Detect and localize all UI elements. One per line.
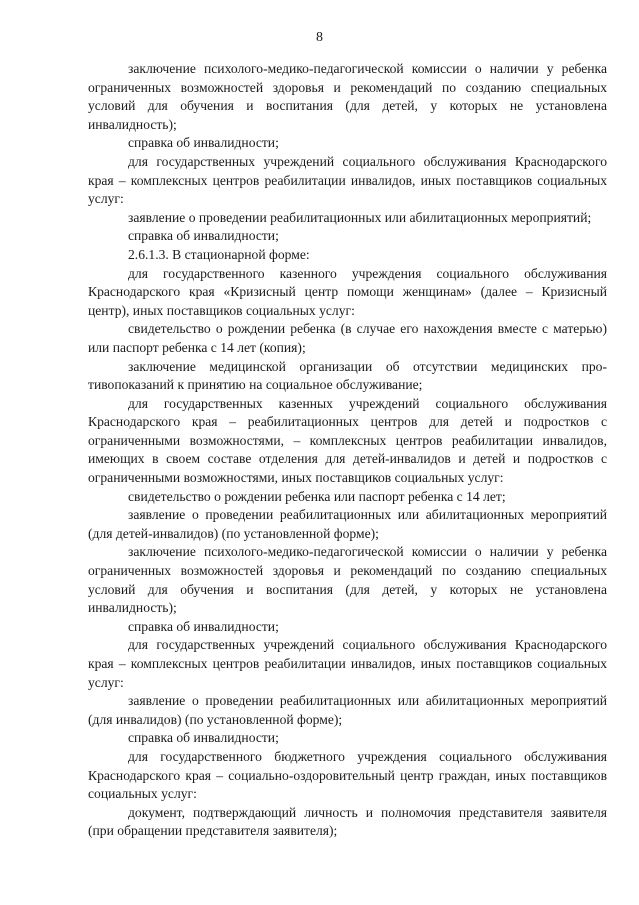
paragraph-6: 2.6.1.3. В стационарной форме: (128, 246, 310, 262)
paragraph-2: справка об инвалидности; (128, 135, 279, 151)
document-body (88, 60, 607, 841)
paragraph-19: документ, подтверждающий личность и полномочия представителя заявителя (при обращении представителя заявителя); (88, 804, 607, 839)
paragraph-4: заявление о проведении реабилитационных или абилитационных мероприятий; (128, 209, 592, 225)
page-number: 8 (316, 30, 323, 45)
paragraph-18: для государственного бюджетного учреждения социального обслуживания Краснодарского края – социально-оздоровительный центр граждан, иных поставщиков социальных услуг: (88, 748, 607, 802)
paragraph-9: заключение медицинской организации об отсутствии медицинских противопоказаний к принятию на социальное обслуживание; (88, 358, 607, 393)
paragraph-12: заявление о проведении реабилитационных или абилитационных мероприятий (для детей-инвалидов) (по установленной форме); (88, 507, 607, 541)
paragraph-7: для государственного казенного учреждения социального обслуживания Краснодарского края «Кризисный центр помощи женщинам» (далее – Кризисный центр), иных поставщиков социальных услуг: (88, 265, 607, 318)
paragraph-17: справка об инвалидности; (128, 730, 279, 746)
paragraph-16: заявление о проведении реабилитационных или абилитационных мероприятий (для инвалидов) (по установленной форме); (88, 693, 607, 727)
paragraph-14: справка об инвалидности; (128, 618, 279, 634)
paragraph-11: свидетельство о рождении ребенка или паспорт ребенка с 14 лет; (128, 488, 506, 504)
paragraph-8: свидетельство о рождении ребенка (в случае его нахождения вместе с матерью) или паспорт ребенка с 14 лет (копия); (88, 321, 607, 355)
paragraph-1: заключение психолого-медико-педагогической комиссии о наличии у ребенка ограниченных возможностей здоровья и рекомендаций по созданию специальных условий для обучения и воспитания (для детей, у которых не установлена инвалидность); (88, 61, 607, 132)
paragraph-3: для государственных учреждений социального обслуживания Краснодарского края – комплексных центров реабилитации инвалидов, иных поставщиков социальных услуг: (88, 153, 607, 207)
paragraph-10: для государственных казенных учреждений социального обслуживания Краснодарского края – реабилитационных центров для детей и подростков с ограниченными возможностями, – комплексных центров реабилитации инвалидов, имеющих в своем составе отделения для детей-инвалидов и детей и подростков с ограниченными возможностями, иных поставщиков социальных услуг: (88, 395, 607, 486)
paragraph-15: для государственных учреждений социального обслуживания Краснодарского края – комплексных центров реабилитации инвалидов, иных поставщиков социальных услуг: (88, 637, 607, 690)
paragraph-5: справка об инвалидности; (128, 228, 279, 244)
paragraph-13: заключение психолого-медико-педагогической комиссии о наличии у ребенка ограниченных возможностей здоровья и рекомендаций по созданию специальных условий для обучения и воспитания (для детей, у которых не установлена инвалидность); (88, 544, 607, 616)
